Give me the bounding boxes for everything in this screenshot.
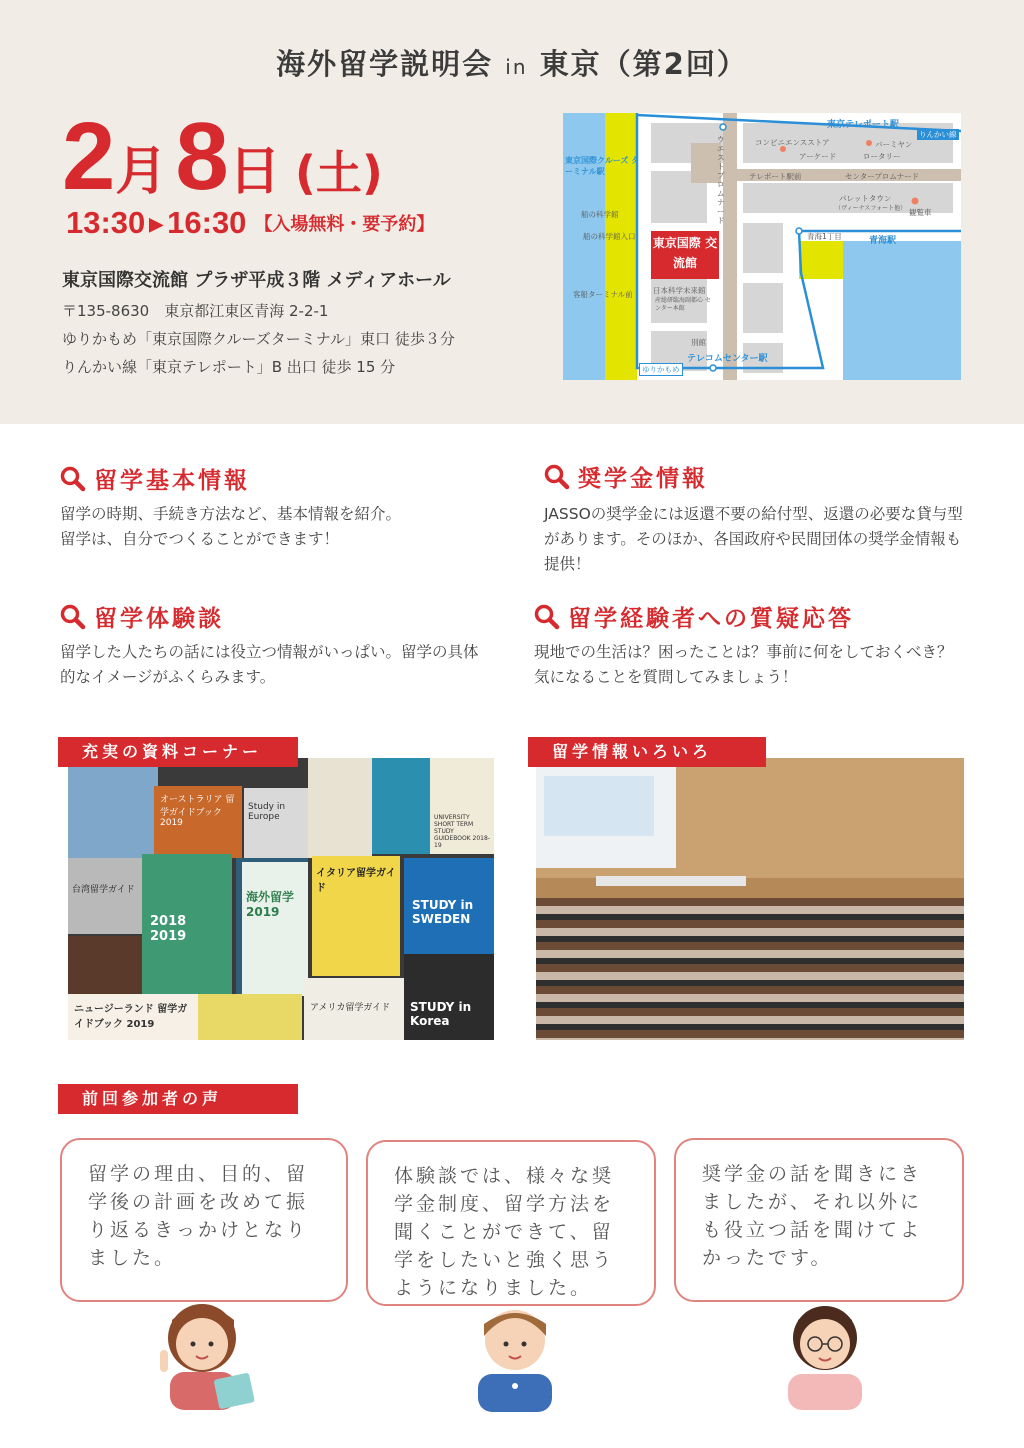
voice-comment-2 (366, 1140, 656, 1306)
comment-text: 留学の理由、目的、留学後の計画を改めて振り返るきっかけとなりました。 (88, 1163, 309, 1269)
map-label-ferris-wheel: 観覧車 (909, 208, 932, 217)
map-label-cruise-terminal-station: 東京国際クルーズ ターミナル駅 (565, 156, 640, 176)
section-title: 留学体験談 (94, 606, 224, 632)
time-start: 13:30 (66, 205, 146, 240)
section-heading-experience (60, 600, 224, 633)
voice-comment-1 (60, 1138, 348, 1302)
admission-note: 【入場無料・要予約】 (254, 214, 435, 235)
search-icon (534, 604, 560, 630)
voice-comment-3 (674, 1138, 964, 1302)
section-title: 奨学金情報 (578, 466, 708, 492)
event-header (0, 0, 1024, 424)
info-tag: 留学情報いろいろ (528, 737, 766, 767)
map-label-museum-of-ships: 船の科学館 (581, 210, 619, 219)
book-cover: 台湾留学ガイド (68, 858, 142, 934)
event-time (66, 205, 434, 241)
title-main: 海外留学説明会 (276, 47, 494, 81)
book-cover: 2018 2019 (142, 854, 232, 994)
section-body-qa: 現地での生活は？困ったことは？事前に何をしておくべき？気になることを質問してみましょう！ (534, 643, 953, 686)
map-label-palette-town: パレットタウン (839, 194, 892, 203)
map-label-convenience-store: コンビニエンスストア (755, 138, 830, 147)
search-icon (60, 466, 86, 492)
book-cover: アメリカ留学ガイド (304, 978, 404, 1040)
materials-photo (68, 758, 494, 1040)
access-rinkai: りんかい線「東京テレポート」B 出口 徒歩 15 分 (62, 358, 396, 376)
access-yurikamome: ゆりかもめ「東京国際クルーズターミナル」東口 徒歩３分 (62, 330, 455, 348)
time-arrow-icon: ▶ (149, 214, 164, 234)
time-end: 16:30 (167, 205, 247, 240)
date-day-number: 8 (175, 103, 227, 210)
section-heading-basic-info (60, 462, 250, 495)
map-label-bamiyan: バーミヤン (875, 140, 913, 149)
venue-name: 東京国際交流館 プラザ平成３階 メディアホール (62, 270, 451, 291)
map-venue-marker: 東京国際 交流館 (652, 236, 718, 270)
search-icon (544, 464, 570, 490)
section-title: 留学経験者への質疑応答 (568, 606, 854, 632)
map-label-yurikamome: ゆりかもめ (639, 363, 683, 376)
comment-text: 奨学金の話を聞きにきましたが、それ以外にも役立つ話を聞けてよかったです。 (702, 1163, 923, 1269)
book-cover-taiwan (372, 758, 430, 854)
section-body-scholarship: JASSOの奨学金には返還不要の給付型、返還の必要な貸与型があります。そのほか、各国政府や民間団体の奨学金情報も提供！ (544, 505, 963, 573)
map-graphic (563, 113, 961, 380)
map-label-annex: 別館 (691, 338, 706, 347)
map-label-telecom-center-station: テレコムセンター駅 (687, 354, 768, 364)
date-month-char: 月 (115, 142, 168, 202)
materials-tag: 充実の資料コーナー (58, 737, 298, 767)
access-map (563, 113, 961, 380)
seminar-hall-photo (536, 758, 964, 1040)
male-participant-avatar (470, 1296, 560, 1412)
map-label-museum-entrance: 船の科学館入口 (583, 232, 636, 241)
map-label-passenger-terminal: 客船ターミナル前 (573, 290, 633, 299)
map-label-center-promenade: センタープロムナード (845, 172, 920, 181)
map-label-maritime-center: 産総研臨海副都心 センター本館 (655, 297, 711, 312)
date-day-char: 日 (228, 142, 281, 202)
map-label-rinkai-line: りんかい線 (919, 130, 957, 139)
book-cover: STUDY in Korea (404, 954, 494, 1040)
map-label-arcade: アーケード (799, 152, 837, 161)
date-weekday: (土) (294, 146, 383, 200)
female-participant-avatar (150, 1290, 260, 1410)
book-cover: UNIVERSITY SHORT TERM STUDY GUIDEBOOK 2018-19 (430, 758, 494, 854)
date-month-number: 2 (62, 103, 114, 210)
map-label-aomi-station: 青海駅 (869, 236, 897, 246)
address-postal: 〒135-8630 東京都江東区青海 2-2-1 (62, 302, 329, 320)
map-label-venus-fort: （ヴィーナスフォート他） (835, 205, 907, 212)
section-heading-qa (534, 600, 854, 633)
book-cover: STUDY in SWEDEN (404, 858, 494, 954)
title-in: in (505, 55, 528, 79)
section-body-basic-info: 留学の時期、手続き方法など、基本情報を紹介。 留学は、自分でつくることができます！ (60, 505, 402, 548)
title-city: 東京（第2回） (539, 47, 748, 81)
section-heading-scholarship (544, 460, 708, 493)
map-label-teleport-station: 東京テレポート駅 (827, 120, 899, 130)
map-label-aomi-1chome: 青海1丁目 (807, 232, 842, 241)
comment-text: 体験談では、様々な奨学金制度、留学方法を聞くことができて、留学をしたいと強く思うようになりました。 (394, 1165, 615, 1299)
book-cover: イタリア留学ガイド (312, 856, 400, 976)
book-cover: ニュージーランド 留学ガイドブック 2019 (68, 994, 198, 1040)
map-label-miraikan: 日本科学未来館 (653, 286, 706, 295)
search-icon (60, 604, 86, 630)
map-label-teleport-station-front: テレポート駅前 (749, 172, 802, 181)
book-cover: Study in Europe (244, 788, 308, 858)
section-title: 留学基本情報 (94, 468, 250, 494)
book-cover: オーストラリア 留学ガイドブック2019 (154, 786, 242, 858)
section-body-experience: 留学した人たちの話には役立つ情報がいっぱい。留学の具体的なイメージがふくらみます。 (60, 643, 479, 686)
map-label-rotary: ロータリー (863, 152, 901, 161)
map-label-west-promenade: ウエストプロムナード (717, 135, 725, 225)
event-date (62, 102, 383, 212)
event-title (0, 42, 1024, 83)
voices-tag: 前回参加者の声 (58, 1084, 298, 1114)
glasses-participant-avatar (780, 1294, 870, 1410)
book-cover: 海外留学 2019 (242, 862, 308, 996)
